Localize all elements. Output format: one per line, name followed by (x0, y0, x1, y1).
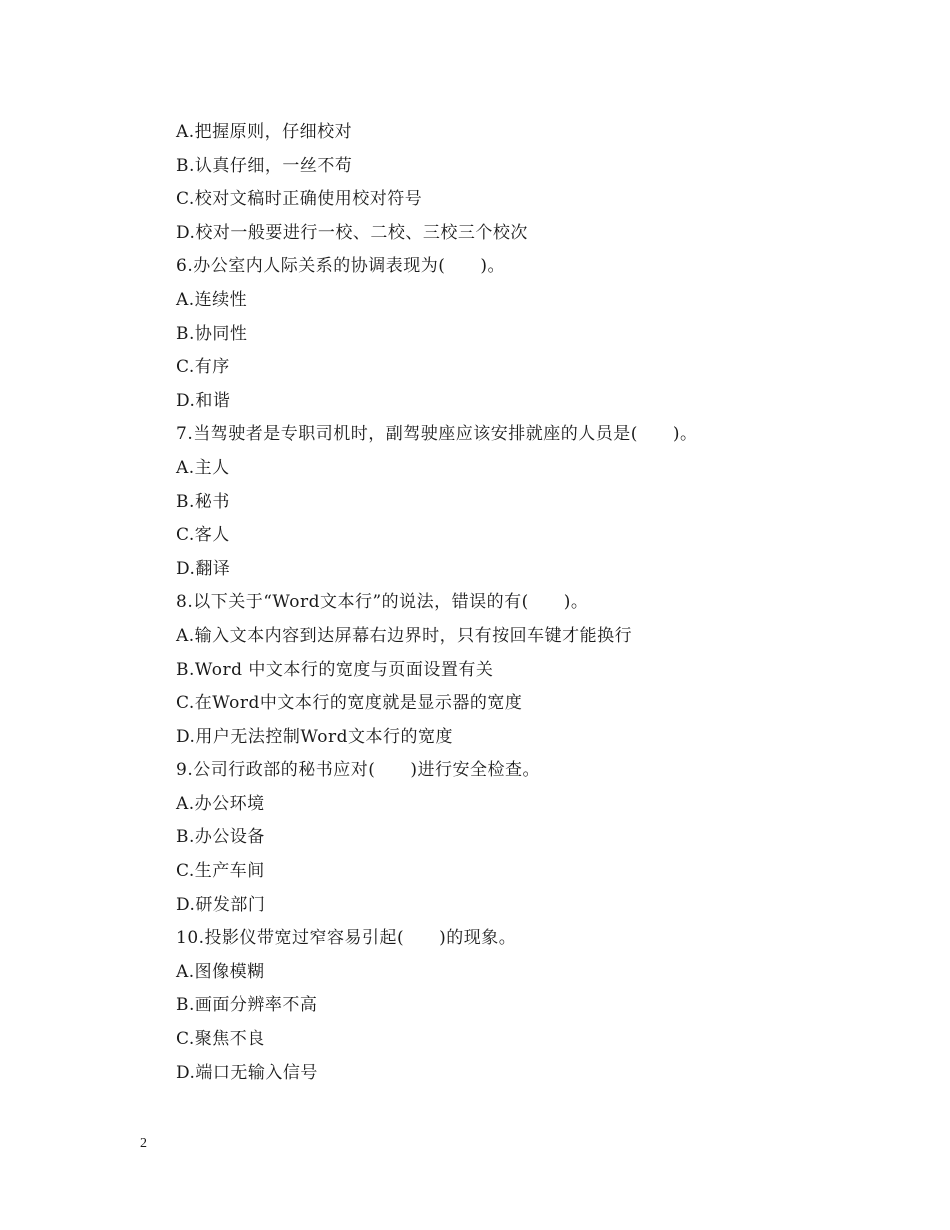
option-line: B.Word 中文本行的宽度与页面设置有关 (176, 659, 494, 680)
option-line: B.协同性 (176, 323, 248, 344)
option-line: A.连续性 (176, 289, 248, 310)
option-line: B.办公设备 (176, 827, 265, 848)
option-line: D.翻译 (176, 558, 231, 579)
option-line: B.画面分辨率不高 (176, 995, 318, 1016)
question-line: 9.公司行政部的秘书应对( )进行安全检查。 (176, 760, 540, 781)
option-line: B.秘书 (176, 491, 230, 512)
question-line: 7.当驾驶者是专职司机时，副驾驶座应该安排就座的人员是( )。 (176, 424, 698, 445)
option-line: C.聚焦不良 (176, 1029, 265, 1050)
option-line: C.校对文稿时正确使用校对符号 (176, 189, 423, 210)
option-line: A.把握原则，仔细校对 (176, 122, 353, 142)
option-line: D.和谐 (176, 390, 231, 411)
option-line: A.图像模糊 (176, 961, 265, 982)
question-line: 10.投影仪带宽过窄容易引起( )的现象。 (176, 928, 517, 949)
option-line: A.输入文本内容到达屏幕右边界时，只有按回车键才能换行 (176, 625, 633, 646)
option-line: B.认真仔细，一丝不苟 (176, 155, 353, 176)
option-line: C.在Word中文本行的宽度就是显示器的宽度 (176, 693, 523, 714)
option-line: C.生产车间 (176, 861, 265, 882)
option-line: D.研发部门 (176, 894, 266, 915)
page-number: 2 (140, 1136, 147, 1151)
question-line: 6.办公室内人际关系的协调表现为( )。 (176, 256, 505, 277)
option-line: C.有序 (176, 357, 230, 378)
question-list (176, 116, 876, 1090)
question-line: 8.以下关于“Word文本行”的说法，错误的有( )。 (176, 592, 589, 613)
option-line: D.用户无法控制Word文本行的宽度 (176, 726, 453, 747)
option-line: A.办公环境 (176, 793, 265, 814)
option-line: C.客人 (176, 525, 230, 546)
option-line: A.主人 (176, 457, 230, 478)
option-line: D.校对一般要进行一校、二校、三校三个校次 (176, 222, 528, 243)
option-line: D.端口无输入信号 (176, 1062, 318, 1083)
